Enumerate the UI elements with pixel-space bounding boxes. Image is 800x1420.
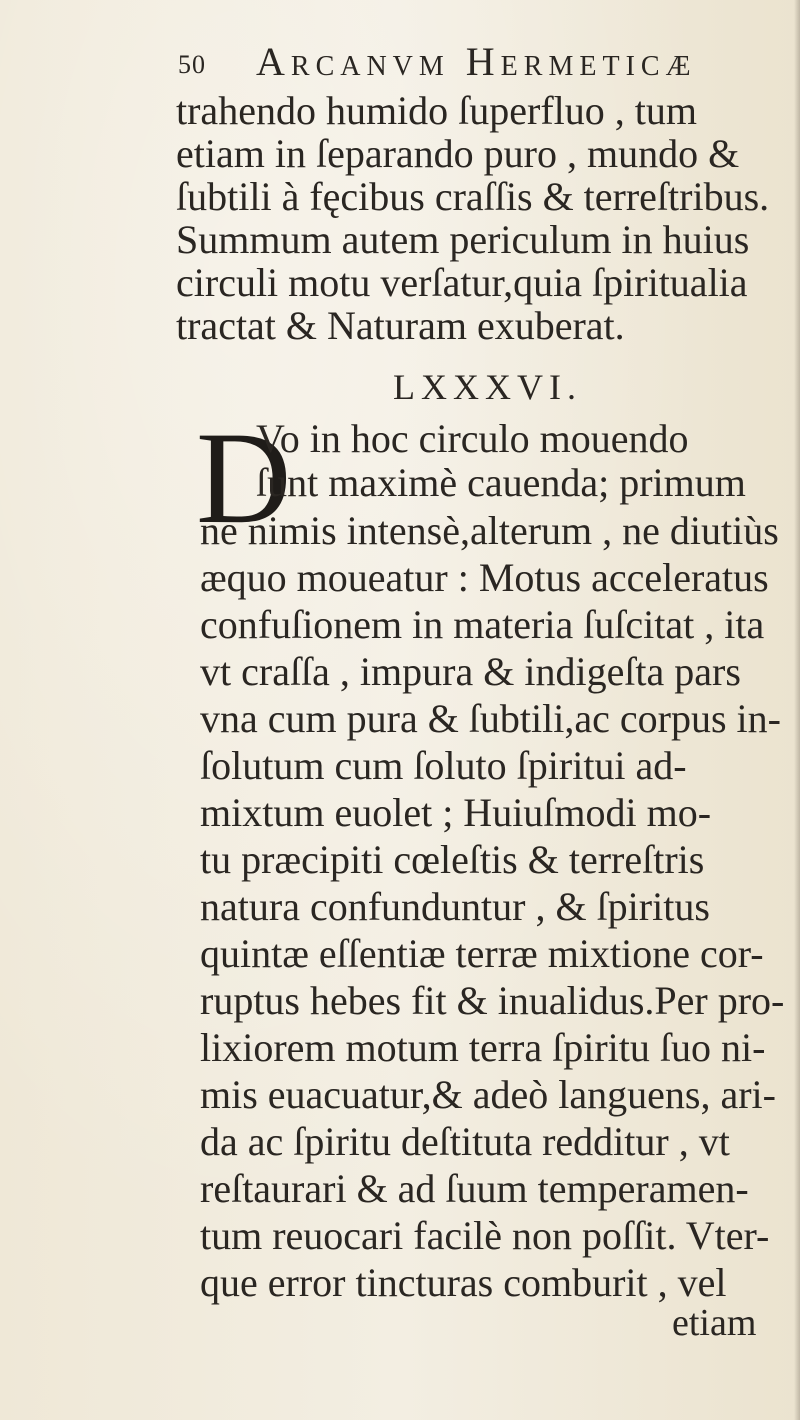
text-line: quintæ eſſentiæ terræ mixtione cor- bbox=[200, 931, 764, 976]
text-line: mis euacuatur,& adeò languens, ari- bbox=[200, 1072, 776, 1117]
text-line: vt craſſa , impura & indigeſta pars bbox=[200, 649, 741, 694]
section-number: LXXXVI. bbox=[393, 367, 582, 407]
text-line: que error tincturas comburit , vel bbox=[200, 1260, 727, 1305]
text-line: vna cum pura & ſubtili,ac corpus in- bbox=[200, 696, 781, 741]
text-line: reſtaurari & ad ſuum temperamen- bbox=[200, 1166, 749, 1211]
text-line: confuſionem in materia ſuſcitat , ita bbox=[200, 602, 765, 647]
text-line: circuli motu verſatur,quia ſpiritualia bbox=[176, 260, 748, 305]
catchword: etiam bbox=[672, 1302, 757, 1344]
text-line: etiam in ſeparando puro , mundo & bbox=[176, 131, 740, 176]
text-line: Summum autem periculum in huius bbox=[176, 217, 750, 262]
text-line: tractat & Naturam exuberat. bbox=[176, 303, 625, 348]
text-line: ſolutum cum ſoluto ſpiritui ad- bbox=[200, 743, 687, 788]
text-line: da ac ſpiritu deſtituta redditur , vt bbox=[200, 1119, 730, 1164]
text-line: ſunt maximè cauenda; primum bbox=[256, 460, 746, 505]
text-line: natura confunduntur , & ſpiritus bbox=[200, 884, 710, 929]
page-number: 50 bbox=[178, 50, 206, 79]
page-edge-shadow bbox=[794, 0, 800, 1420]
text-line: ne nimis intensè,alterum , ne diutiùs bbox=[200, 508, 779, 553]
text-line: Vo in hoc circulo mouendo bbox=[256, 416, 689, 461]
text-line: tu præcipiti cœleſtis & terreſtris bbox=[200, 837, 705, 882]
text-line: trahendo humido ſuperfluo , tum bbox=[176, 88, 698, 133]
text-line: mixtum euolet ; Huiuſmodi mo- bbox=[200, 790, 712, 835]
drop-cap: D bbox=[196, 404, 292, 551]
text-line: ruptus hebes fit & inualidus.Per pro- bbox=[200, 978, 785, 1023]
page-header bbox=[178, 38, 778, 88]
text-line: ſubtili à fęcibus craſſis & terreſtribus. bbox=[176, 174, 770, 219]
running-title: Arcanvm Hermeticæ bbox=[256, 39, 697, 84]
text-line: tum reuocari facilè non poſſit. Vter- bbox=[200, 1213, 770, 1258]
text-line: æquo moueatur : Motus acceleratus bbox=[200, 555, 769, 600]
text-line: lixiorem motum terra ſpiritu ſuo ni- bbox=[200, 1025, 766, 1070]
